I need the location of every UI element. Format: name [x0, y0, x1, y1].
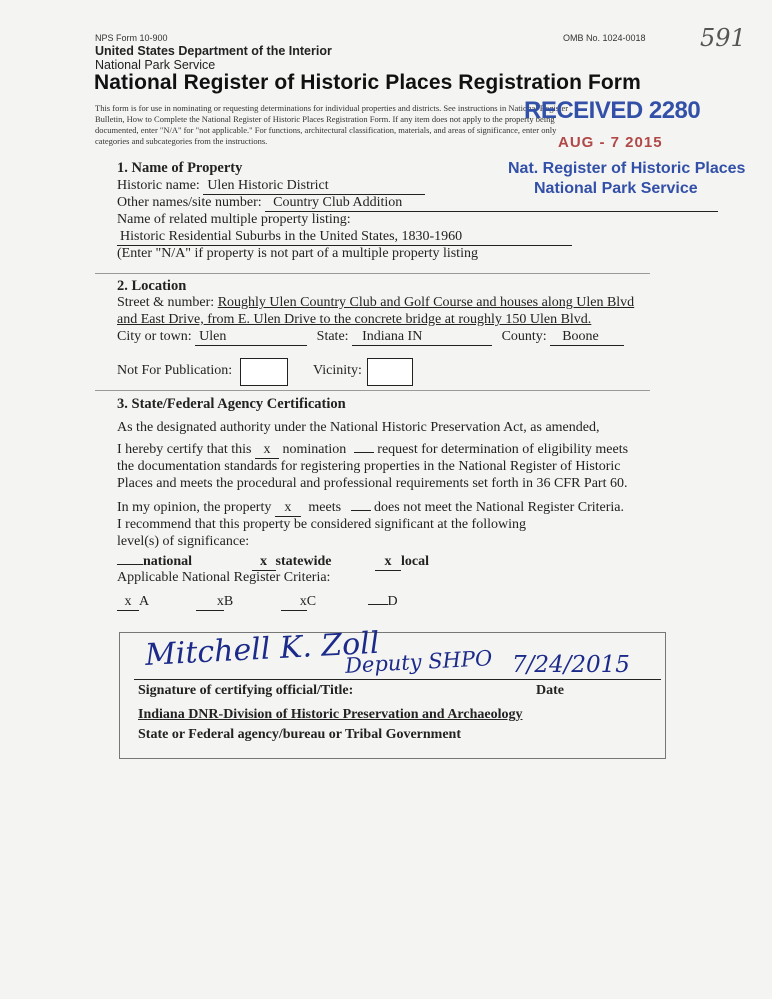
county-label: County:: [501, 329, 547, 344]
section-2-heading: 2. Location: [117, 278, 187, 294]
nat-register-stamp: Nat. Register of Historic Places: [508, 160, 746, 177]
department-name: United States Department of the Interior: [95, 44, 332, 58]
level-of-significance-label: level(s) of significance:: [117, 534, 250, 549]
nomination-label: nomination: [282, 442, 347, 457]
level-statewide-mark-text: x: [260, 554, 268, 569]
state-text: Indiana IN: [362, 329, 423, 344]
instructions-line: This form is for use in nominating or requesting determinations for individual properties and districts. See instructions in National Register: [95, 103, 569, 113]
nomination-mark[interactable]: [255, 441, 279, 459]
city-text: Ulen: [199, 329, 227, 344]
does-not-meet-mark[interactable]: [351, 510, 371, 511]
related-listing-text: Historic Residential Suburbs in the United States, 1830-1960: [120, 229, 463, 244]
certify-row: [117, 441, 628, 459]
level-local-label: local: [401, 554, 430, 569]
criteria-d-label: D: [387, 594, 398, 609]
divider: [95, 273, 650, 274]
state-label: State:: [316, 329, 349, 344]
criteria-row: [117, 593, 398, 611]
does-not-meet-label: does not meet the National Register Criteria.: [374, 500, 625, 515]
omb-number: OMB No. 1024-0018: [563, 33, 646, 43]
received-stamp: RECEIVED 2280: [524, 97, 701, 124]
park-service-stamp: National Park Service: [534, 180, 698, 197]
historic-name-value[interactable]: [203, 177, 425, 195]
recommend-text: I recommend that this property be considered significant at the following: [117, 517, 526, 532]
na-note: (Enter "N/A" if property is not part of a multiple property listing: [117, 246, 478, 261]
level-statewide-label: statewide: [275, 554, 332, 569]
signature-label: Signature of certifying official/Title:: [138, 683, 354, 698]
vicinity-checkbox[interactable]: [367, 358, 413, 386]
other-names-label: Other names/site number:: [117, 195, 262, 210]
instructions-line: categories and subcategories from the instructions.: [95, 136, 268, 146]
street-value-continued[interactable]: and East Drive, from E. Ulen Drive to the concrete bridge at roughly 150 Ulen Blvd.: [117, 312, 592, 327]
agency-label: State or Federal agency/bureau or Tribal Government: [138, 727, 462, 742]
county-text: Boone: [562, 329, 599, 344]
certify-text-3: Places and meets the procedural and professional requirements set forth in 36 CFR Part 60.: [117, 476, 628, 491]
handwritten-page-number: 591: [700, 24, 746, 52]
certify-text-2: the documentation standards for registering properties in the National Register of Historic: [117, 459, 621, 474]
instructions-line: documented, enter "N/A" for "not applicable." For functions, architectural classification, materials, and areas of significance, enter only: [95, 125, 557, 135]
criteria-d-mark[interactable]: [368, 604, 388, 605]
criteria-b-mark[interactable]: [196, 593, 224, 611]
other-names-text: Country Club Addition: [273, 195, 403, 210]
opinion-row: [117, 499, 624, 517]
related-listing-row: [117, 228, 572, 246]
level-national-label: national: [143, 554, 193, 569]
criteria-label: Applicable National Register Criteria:: [117, 570, 331, 585]
related-listing-label: Name of related multiple property listing:: [117, 212, 351, 227]
agency-value[interactable]: Indiana DNR-Division of Historic Preservation and Archaeology: [138, 707, 523, 722]
form-number: NPS Form 10-900: [95, 33, 168, 43]
other-names-row: [117, 194, 718, 212]
opinion-text: In my opinion, the property: [117, 500, 272, 515]
city-state-county-row: [117, 328, 624, 346]
nomination-mark-text: x: [263, 442, 271, 457]
signature-title: Deputy SHPO: [344, 646, 493, 678]
city-value[interactable]: [195, 328, 307, 346]
signature-date: 7/24/2015: [512, 652, 630, 678]
form-title: National Register of Historic Places Registration Form: [94, 71, 641, 94]
request-mark[interactable]: [354, 452, 374, 453]
agency-name: National Park Service: [95, 58, 216, 72]
criteria-a-mark[interactable]: [117, 593, 139, 611]
meets-mark[interactable]: [275, 499, 301, 517]
meets-label: meets: [308, 500, 342, 515]
historic-name-label: Historic name:: [117, 178, 200, 193]
state-value[interactable]: [352, 328, 492, 346]
criteria-b-mark-text: x: [216, 594, 224, 609]
criteria-c-mark-text: x: [299, 594, 307, 609]
criteria-c-mark[interactable]: [281, 593, 307, 611]
level-national-mark[interactable]: [117, 564, 143, 565]
date-stamp: AUG - 7 2015: [558, 134, 663, 151]
related-listing-value[interactable]: [117, 228, 572, 246]
not-for-publication-label: Not For Publication:: [117, 363, 233, 378]
divider: [95, 390, 650, 391]
street-label: Street & number:: [117, 295, 215, 310]
level-local-mark[interactable]: [375, 553, 401, 571]
other-names-value[interactable]: [265, 194, 718, 212]
signature: Mitchell K. Zoll: [144, 625, 381, 673]
street-row: [117, 294, 634, 311]
certify-text: I hereby certify that this: [117, 442, 252, 457]
county-value[interactable]: [550, 328, 624, 346]
criteria-a-mark-text: x: [124, 594, 132, 609]
section-1-heading: 1. Name of Property: [117, 160, 243, 176]
vicinity-label: Vicinity:: [313, 363, 362, 378]
criteria-b-label: B: [223, 594, 234, 609]
request-label: request for determination of eligibility meets: [377, 442, 629, 457]
signature-line: [134, 679, 661, 680]
historic-name-row: [117, 177, 425, 195]
city-label: City or town:: [117, 329, 192, 344]
street-value[interactable]: Roughly Ulen Country Club and Golf Course and houses along Ulen Blvd: [217, 295, 635, 310]
date-label: Date: [536, 683, 564, 698]
instructions-line: Bulletin, How to Complete the National Register of Historic Places Registration Form. If any item does not apply to the property being: [95, 114, 555, 124]
not-for-publication-checkbox[interactable]: [240, 358, 288, 386]
section-3-heading: 3. State/Federal Agency Certification: [117, 396, 346, 412]
criteria-a-label: A: [139, 594, 149, 609]
historic-name-text: Ulen Historic District: [207, 178, 329, 193]
authority-text: As the designated authority under the National Historic Preservation Act, as amended,: [117, 420, 600, 435]
meets-mark-text: x: [284, 500, 292, 515]
criteria-c-label: C: [306, 594, 317, 609]
level-local-mark-text: x: [384, 554, 392, 569]
